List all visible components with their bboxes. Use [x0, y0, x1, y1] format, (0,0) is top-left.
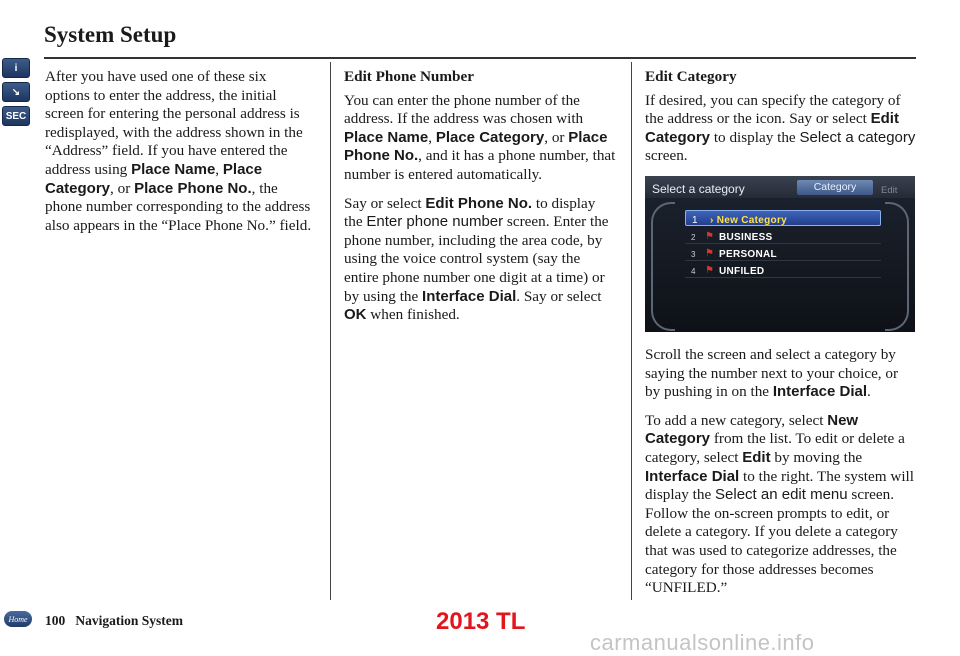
term-interface-dial: Interface Dial: [645, 467, 740, 485]
text: After you have used one of these six options to enter the address, the initial screen for entering the personal address is redisplayed, with the address shown in the “Address” field. If you have entered the address using: [45, 68, 303, 178]
column-1: [45, 68, 313, 245]
screen-name-select-category: Select a category: [799, 128, 916, 146]
term-place-category: Place Category: [435, 128, 545, 146]
section-name: Navigation System: [75, 613, 183, 628]
pin-icon: ⚑: [705, 264, 714, 276]
heading-edit-category: Edit Category: [645, 68, 737, 85]
col3-paragraph-3: [645, 412, 917, 598]
item-label: UNFILED: [719, 265, 765, 277]
voice-icon-glyph: ↘: [11, 86, 21, 98]
sec-icon-glyph: SEC: [5, 110, 27, 122]
pin-icon: ⚑: [705, 247, 714, 259]
category-item-business[interactable]: [685, 227, 881, 244]
info-icon[interactable]: [2, 58, 30, 78]
page-number: 100: [45, 613, 66, 628]
column-3: [645, 68, 917, 608]
text: , and it has a phone number, that number is entered automatically.: [344, 147, 616, 183]
term-place-name: Place Name: [131, 160, 216, 178]
page-title: System Setup: [44, 22, 177, 47]
column-divider-1: [330, 62, 331, 600]
term-ok: OK: [344, 306, 367, 324]
info-icon-glyph: i: [14, 62, 18, 74]
text: to display the: [344, 194, 596, 231]
category-item-unfiled[interactable]: [685, 261, 881, 278]
text: , or: [110, 179, 135, 197]
model-label: 2013 TL: [436, 608, 526, 635]
column-divider-2: [631, 62, 632, 600]
term-interface-dial: Interface Dial: [772, 383, 868, 401]
term-place-phone: Place Phone No.: [344, 128, 608, 165]
item-label-text: New Category: [716, 214, 788, 226]
heading-edit-phone: Edit Phone Number: [344, 68, 474, 85]
term-place-name: Place Name: [344, 128, 429, 146]
text: If desired, you can specify the category of the address or the icon. Say or select: [645, 91, 901, 128]
text: by moving the: [770, 448, 863, 466]
text: screen. Enter the phone number, including the area code, by using the voice control system (say the entire phone number one digit at a time) or by using the: [344, 213, 609, 305]
text: ,: [215, 160, 223, 178]
term-edit: Edit: [742, 448, 771, 466]
term-interface-dial: Interface Dial: [422, 287, 517, 305]
watermark: carmanualsonline.info: [590, 630, 815, 655]
text: screen. Follow the on-screen prompts to edit, or delete a category. If you delete a category that was used to categorize addresses, the category for those addresses becomes “UNFILED.”: [645, 486, 898, 597]
text: To add a new category, select: [645, 411, 828, 429]
text: , or: [544, 128, 569, 146]
text: ,: [428, 128, 436, 146]
text: You can enter the phone number of the address. If the address was chosen with: [344, 91, 584, 128]
text: when finished.: [366, 306, 460, 324]
chevron-right-icon: ›: [710, 214, 714, 226]
item-number: 2: [691, 232, 696, 242]
term-edit-category: Edit Category: [645, 110, 899, 146]
text: from the list. To edit or delete a category, select: [645, 430, 905, 466]
side-tabs: [2, 58, 32, 130]
item-number: 4: [691, 266, 696, 276]
item-number: 1: [692, 214, 698, 226]
item-label: PERSONAL: [719, 248, 777, 260]
header-rule: [44, 57, 916, 59]
text: to display the: [710, 128, 800, 146]
pin-icon: ⚑: [705, 230, 714, 242]
item-number: 3: [691, 249, 696, 259]
col3-paragraph-1: [645, 92, 917, 166]
category-item-personal[interactable]: [685, 244, 881, 261]
text: , the phone number corresponding to the address also appears in the “Place Phone No.” field.: [45, 179, 312, 234]
col2-paragraph-1: [344, 92, 616, 185]
text: to the right. The system will display the: [645, 467, 915, 504]
category-list: [685, 210, 881, 278]
term-edit-phone: Edit Phone No.: [425, 194, 533, 212]
term-place-phone: Place Phone No.: [134, 179, 252, 197]
text: .: [867, 383, 871, 401]
term-new-category: New Category: [645, 411, 859, 448]
page-footer: [45, 613, 183, 629]
col3-paragraph-2: [645, 346, 917, 402]
home-icon[interactable]: Home: [4, 611, 32, 627]
category-item-new[interactable]: [685, 210, 881, 226]
voice-icon[interactable]: [2, 82, 30, 102]
screen-title: Select a category: [652, 181, 745, 196]
screen-bezel-right: [885, 202, 909, 331]
item-label: BUSINESS: [719, 231, 773, 243]
screen-bezel-left: [651, 202, 675, 331]
nav-screen-select-category: [645, 176, 915, 332]
column-2: [344, 68, 616, 335]
sec-icon[interactable]: [2, 106, 30, 126]
screen-name-enter-phone: Enter phone number: [366, 213, 504, 231]
term-place-category: Place Category: [45, 160, 263, 197]
screen-tab-edit[interactable]: Edit: [881, 184, 898, 196]
col2-paragraph-2: [344, 195, 616, 325]
text: Scroll the screen and select a category by saying the number next to your choice, or by pushing in on the: [645, 345, 899, 401]
text: . Say or select: [516, 287, 602, 305]
text: Say or select: [344, 194, 426, 212]
text: screen.: [645, 147, 688, 165]
col1-paragraph: [45, 68, 313, 235]
screen-tab-category[interactable]: Category: [797, 180, 873, 195]
screen-name-select-edit-menu: Select an edit menu: [715, 486, 848, 504]
